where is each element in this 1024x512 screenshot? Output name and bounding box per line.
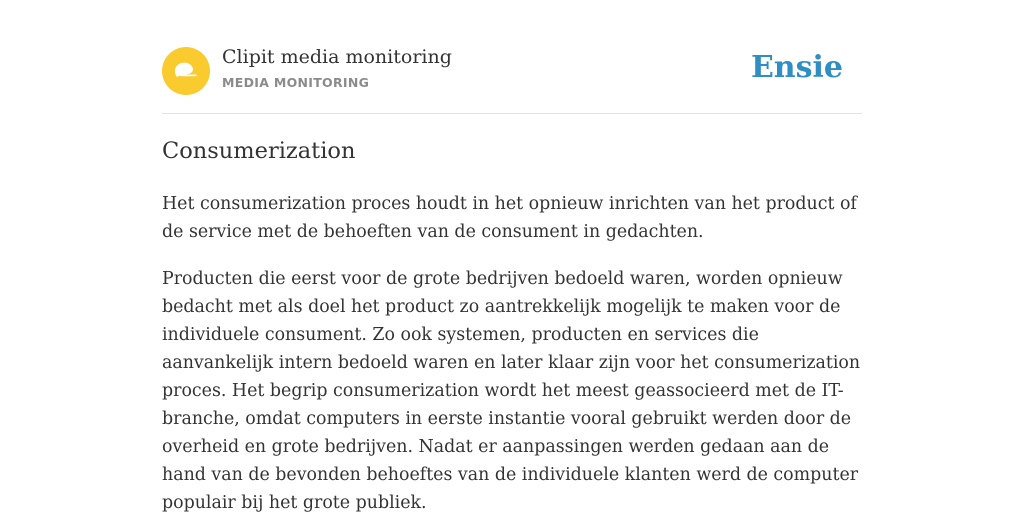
header [162,0,862,114]
brand-logo[interactable]: Ensie [750,50,843,85]
article-paragraph-1: Het consumerization proces houdt in het opnieuw inrichten van het product of de service met de behoeften van de consument in gedachten. [162,194,857,242]
source-subtitle: MEDIA MONITORING [222,75,370,90]
speech-bubble-icon [162,47,210,95]
content-container [162,0,862,512]
article-paragraph-2: Producten die eerst voor de grote bedrijven bedoeld waren, worden opnieuw bedacht met als doel het product zo aantrekkelijk mogelijk te maken voor de individuele consument. Zo ook systemen, producten en services die aanvankelijk intern bedoeld waren en later klaar zijn voor het consumerization proces. Het begrip consumerization wordt het meest geassocieerd met de IT-branche, omdat computers in eerste instantie vooral gebruikt werden door de overheid en grote bedrijven. Nadat er aanpassingen werden gedaan aan de hand van de bevonden behoeftes van de individuele klanten werd de computer populair bij het grote publiek. [162,269,861,512]
source-title[interactable]: Clipit media monitoring [222,46,452,68]
article-title: Consumerization [162,138,356,164]
source-logo[interactable] [162,47,210,95]
